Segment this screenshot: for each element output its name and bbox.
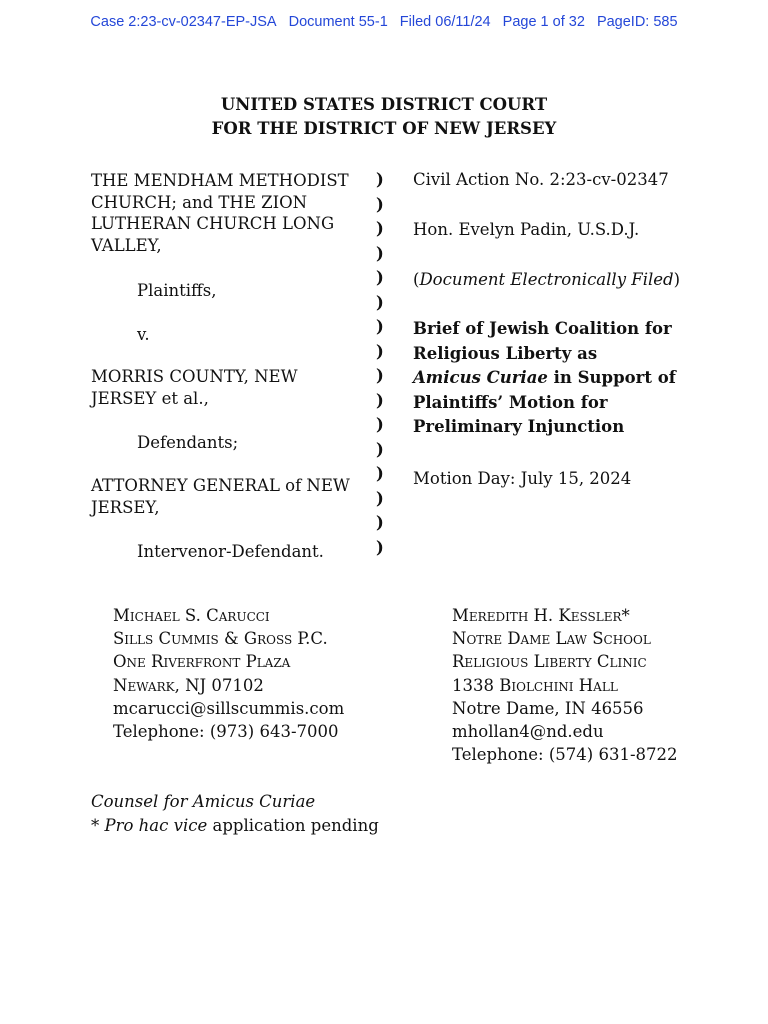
page-id: PageID: 585 [596,14,678,30]
counsel-email[interactable]: mhollan4@nd.edu [452,722,604,742]
paren: ) [376,439,384,459]
paren: ) [376,488,384,508]
counsel-block-left [113,604,344,743]
brief-title-line [413,366,703,391]
counsel-org-line2: Religious Liberty Clinic [452,652,647,672]
plaintiff-name-line: CHURCH; and THE ZION [91,192,308,212]
counsel-email[interactable]: mcarucci@sillscummis.com [113,698,345,718]
plaintiff-name-line: LUTHERAN CHURCH LONG [91,214,335,233]
judge-name: Hon. Evelyn Padin, U.S.D.J. [413,220,640,239]
paren: ) [376,292,384,312]
counsel-for-text: Counsel for Amicus Curiae [91,792,316,811]
counsel-city: Newark [113,675,175,695]
amicus-curiae-italic: Amicus Curiae [413,368,548,387]
caption-parenthesis-column [376,168,390,560]
plaintiffs-names [91,170,371,256]
defendant-name-line: MORRIS COUNTY, NEW [91,367,298,386]
plaintiff-name-line: VALLEY, [91,235,162,255]
paren: ) [376,415,384,434]
counsel-org-line1: Notre Dame Law School [452,629,651,649]
paren-close: ) [673,270,681,289]
pro-hac-vice-italic: Pro hac vice [104,815,208,835]
paren: ) [376,513,384,532]
brief-title-line: Religious Liberty as [413,343,598,363]
counsel-address-line1: One Riverfront Plaza [113,652,291,672]
defendant-name-line: JERSEY et al., [91,388,209,408]
paren: ) [376,390,384,410]
electronically-filed-note [413,268,703,293]
plaintiff-name-line: THE MENDHAM METHODIST [91,171,349,190]
intervenor-names [91,475,371,518]
paren: ) [376,317,384,336]
brief-title-support: in Support of [547,368,676,387]
versus-label: v. [137,325,150,344]
defendants-names [91,366,371,409]
paren: ) [376,243,384,263]
intervenor-label: Intervenor-Defendant. [137,542,324,561]
counsel-address-number: 1338 [452,675,500,695]
paren: ) [376,537,384,557]
brief-title-line: Brief of Jewish Coalition for [413,319,672,338]
civil-action-number: Civil Action No. 2:23-cv-02347 [413,170,669,189]
paren: ) [376,170,384,189]
filed-date: Filed 06/11/24 [399,14,491,30]
pro-hac-vice-note [91,814,379,838]
court-title [0,93,768,141]
document-number: Document 55-1 [288,14,388,30]
counsel-phone: Telephone: (973) 643-7000 [113,722,339,742]
brief-title-line: Plaintiffs’ Motion for [413,392,608,412]
pro-hac-vice-rest: application pending [207,815,379,835]
counsel-name: Michael S. Carucci [113,606,270,625]
asterisk: * [91,815,105,835]
footer-notes [91,790,379,837]
paren-open: ( [413,270,420,289]
case-number: Case 2:23-cv-02347-EP-JSA [90,14,277,30]
filing-header [0,14,768,30]
paren: ) [376,268,384,287]
counsel-address-line1 [452,674,678,697]
intervenor-name-line: ATTORNEY GENERAL of NEW [91,476,350,495]
paren: ) [376,341,384,361]
counsel-block-right [452,604,678,766]
page-count: Page 1 of 32 [502,14,585,30]
defendants-label: Defendants; [137,433,239,452]
court-title-line1: UNITED STATES DISTRICT COURT [220,95,548,114]
court-title-line2: FOR THE DISTRICT OF NEW JERSEY [211,119,557,138]
counsel-for-note [91,790,379,814]
paren: ) [376,194,384,214]
counsel-name: Meredith H. Kessler* [452,606,630,625]
brief-title [413,317,703,440]
intervenor-name-line: JERSEY, [91,497,160,517]
plaintiffs-label: Plaintiffs, [137,281,217,300]
counsel-address-line2 [113,674,344,697]
motion-day: Motion Day: July 15, 2024 [413,469,632,488]
counsel-address-line2: Notre Dame, IN 46556 [452,698,644,718]
counsel-firm: Sills Cummis & Gross P.C. [113,629,328,649]
paren: ) [376,464,384,483]
brief-title-line: Preliminary Injunction [413,417,625,436]
paren: ) [376,219,384,238]
electronically-filed-text: Document Electronically Filed [419,270,674,289]
counsel-state-zip: , NJ 07102 [174,675,264,695]
paren: ) [376,366,384,385]
counsel-building: Biolchini Hall [499,675,618,695]
counsel-phone: Telephone: (574) 631-8722 [452,745,678,765]
